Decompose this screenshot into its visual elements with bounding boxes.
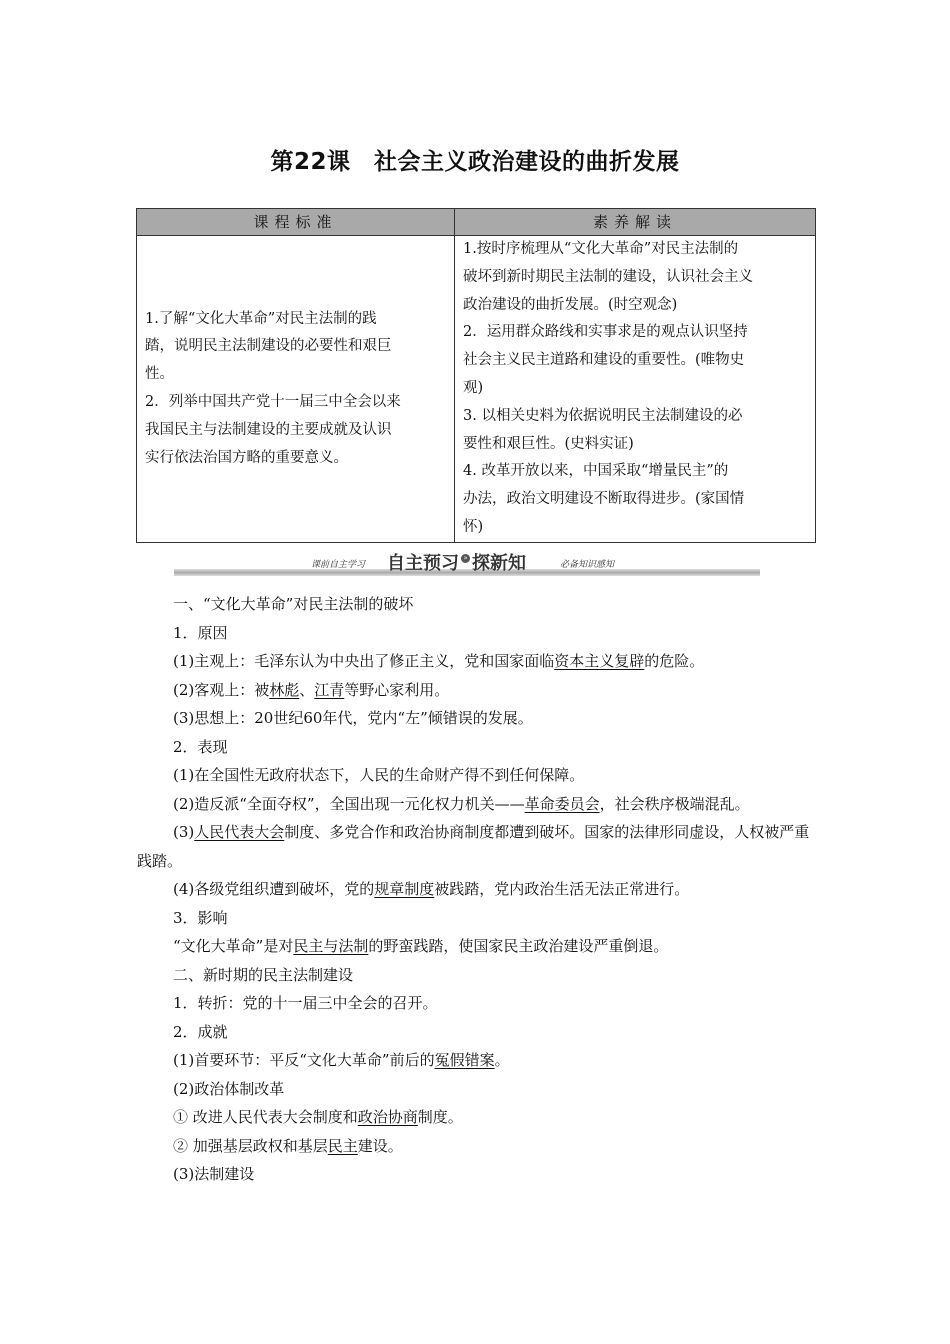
literacy-line: 4. 改革开放以来，中国采取“增量民主”的 bbox=[463, 463, 729, 480]
banner-arrow-icon: » bbox=[461, 554, 470, 563]
banner-rule bbox=[174, 569, 760, 576]
underlined-term: 江青 bbox=[314, 680, 345, 699]
paragraph: (1)首要环节：平反“文化大革命”前后的冤假错案。 bbox=[173, 1051, 510, 1069]
main-content bbox=[137, 590, 815, 1189]
paragraph: ② 加强基层政权和基层民主建设。 bbox=[173, 1136, 403, 1155]
underlined-term: 人民代表大会 bbox=[194, 823, 285, 841]
paragraph: ① 改进人民代表大会制度和政治协商制度。 bbox=[173, 1108, 463, 1126]
standard-line: 我国民主与法制建设的主要成就及认识 bbox=[145, 421, 392, 438]
underlined-term: 林彪 bbox=[269, 680, 300, 699]
paragraph: (2)造反派“全面夺权”，全国出现一元化权力机关——革命委员会，社会秩序极端混乱。 bbox=[173, 794, 750, 813]
curriculum-standard-cell bbox=[137, 236, 455, 543]
literacy-line: 观) bbox=[463, 379, 484, 396]
standard-line: 1.了解“文化大革命”对民主法制的践 bbox=[145, 310, 377, 327]
literacy-line: 要性和艰巨性。(史料实证) bbox=[463, 435, 634, 452]
literacy-line: 怀) bbox=[463, 518, 484, 535]
underlined-term: 规章制度 bbox=[374, 880, 435, 898]
paragraph: (3)人民代表大会制度、多党合作和政治协商制度都遭到破坏。国家的法律形同虚设，人权被严重践踏。 bbox=[137, 823, 810, 870]
literacy-interpretation-cell bbox=[455, 236, 816, 543]
section-heading: 二、新时期的民主法制建设 bbox=[173, 965, 354, 984]
standard-line: 性。 bbox=[145, 366, 174, 383]
standard-line: 实行依法治国方略的重要意义。 bbox=[145, 449, 348, 466]
paragraph: (2)客观上：被林彪、江青等野心家利用。 bbox=[173, 680, 450, 699]
literacy-line: 破坏到新时期民主法制的建设，认识社会主义 bbox=[463, 268, 753, 285]
underlined-term: 资本主义复辟 bbox=[554, 652, 645, 670]
banner-left-caption: 课前自主学习 bbox=[311, 560, 366, 570]
subheading: 3．影响 bbox=[173, 908, 228, 927]
banner-right-caption: 必备知识感知 bbox=[560, 560, 615, 570]
subheading: 2．表现 bbox=[173, 737, 228, 756]
standard-line: 2．列举中国共产党十一届三中全会以来 bbox=[145, 394, 401, 410]
literacy-line: 社会主义民主道路和建设的重要性。(唯物史 bbox=[463, 352, 745, 369]
literacy-line: 政治建设的曲折发展。(时空观念) bbox=[463, 296, 678, 313]
curriculum-table bbox=[136, 208, 816, 543]
paragraph: (1)在全国性无政府状态下，人民的生命财产得不到任何保障。 bbox=[173, 766, 585, 784]
banner-title-1: 自主预习 bbox=[387, 553, 459, 574]
header-literacy-interpretation: 素养解读 bbox=[455, 209, 816, 236]
literacy-line: 3. 以相关史料为依据说明民主法制建设的必 bbox=[463, 407, 743, 424]
paragraph: (4)各级党组织遭到破坏，党的规章制度被践踏，党内政治生活无法正常进行。 bbox=[173, 880, 690, 898]
literacy-line: 办法，政治文明建设不断取得进步。(家国情 bbox=[463, 491, 745, 508]
section-banner bbox=[174, 549, 760, 579]
underlined-term: 民主与法制 bbox=[293, 937, 369, 955]
paragraph: (3)思想上：20世纪60年代，党内“左”倾错误的发展。 bbox=[173, 709, 533, 727]
literacy-line: 2．运用群众路线和实事求是的观点认识坚持 bbox=[463, 324, 748, 341]
literacy-line: 1.按时序梳理从“文化大革命”对民主法制的 bbox=[463, 241, 739, 257]
paragraph: “文化大革命”是对民主与法制的野蛮践踏，使国家民主政治建设严重倒退。 bbox=[173, 937, 669, 955]
underlined-term: 政治协商 bbox=[357, 1108, 418, 1126]
paragraph: 1．转折：党的十一届三中全会的召开。 bbox=[173, 994, 438, 1012]
header-curriculum-standard: 课程标准 bbox=[137, 209, 455, 236]
paragraph: (1)主观上：毛泽东认为中央出了修正主义，党和国家面临资本主义复辟的危险。 bbox=[173, 652, 705, 670]
underlined-term: 革命委员会 bbox=[524, 794, 600, 813]
section-heading: 一、“文化大革命”对民主法制的破坏 bbox=[173, 595, 414, 613]
underlined-term: 民主 bbox=[327, 1136, 358, 1155]
paragraph: (3)法制建设 bbox=[173, 1165, 255, 1183]
banner-title-2: 探新知 bbox=[472, 553, 526, 574]
subheading: 2．成就 bbox=[173, 1022, 228, 1041]
underlined-term: 冤假错案 bbox=[434, 1051, 495, 1069]
page-title: 第22课 社会主义政治建设的曲折发展 bbox=[270, 149, 680, 175]
standard-line: 踏，说明民主法制建设的必要性和艰巨 bbox=[145, 338, 392, 355]
paragraph: (2)政治体制改革 bbox=[173, 1079, 285, 1098]
subheading: 1．原因 bbox=[173, 623, 228, 642]
